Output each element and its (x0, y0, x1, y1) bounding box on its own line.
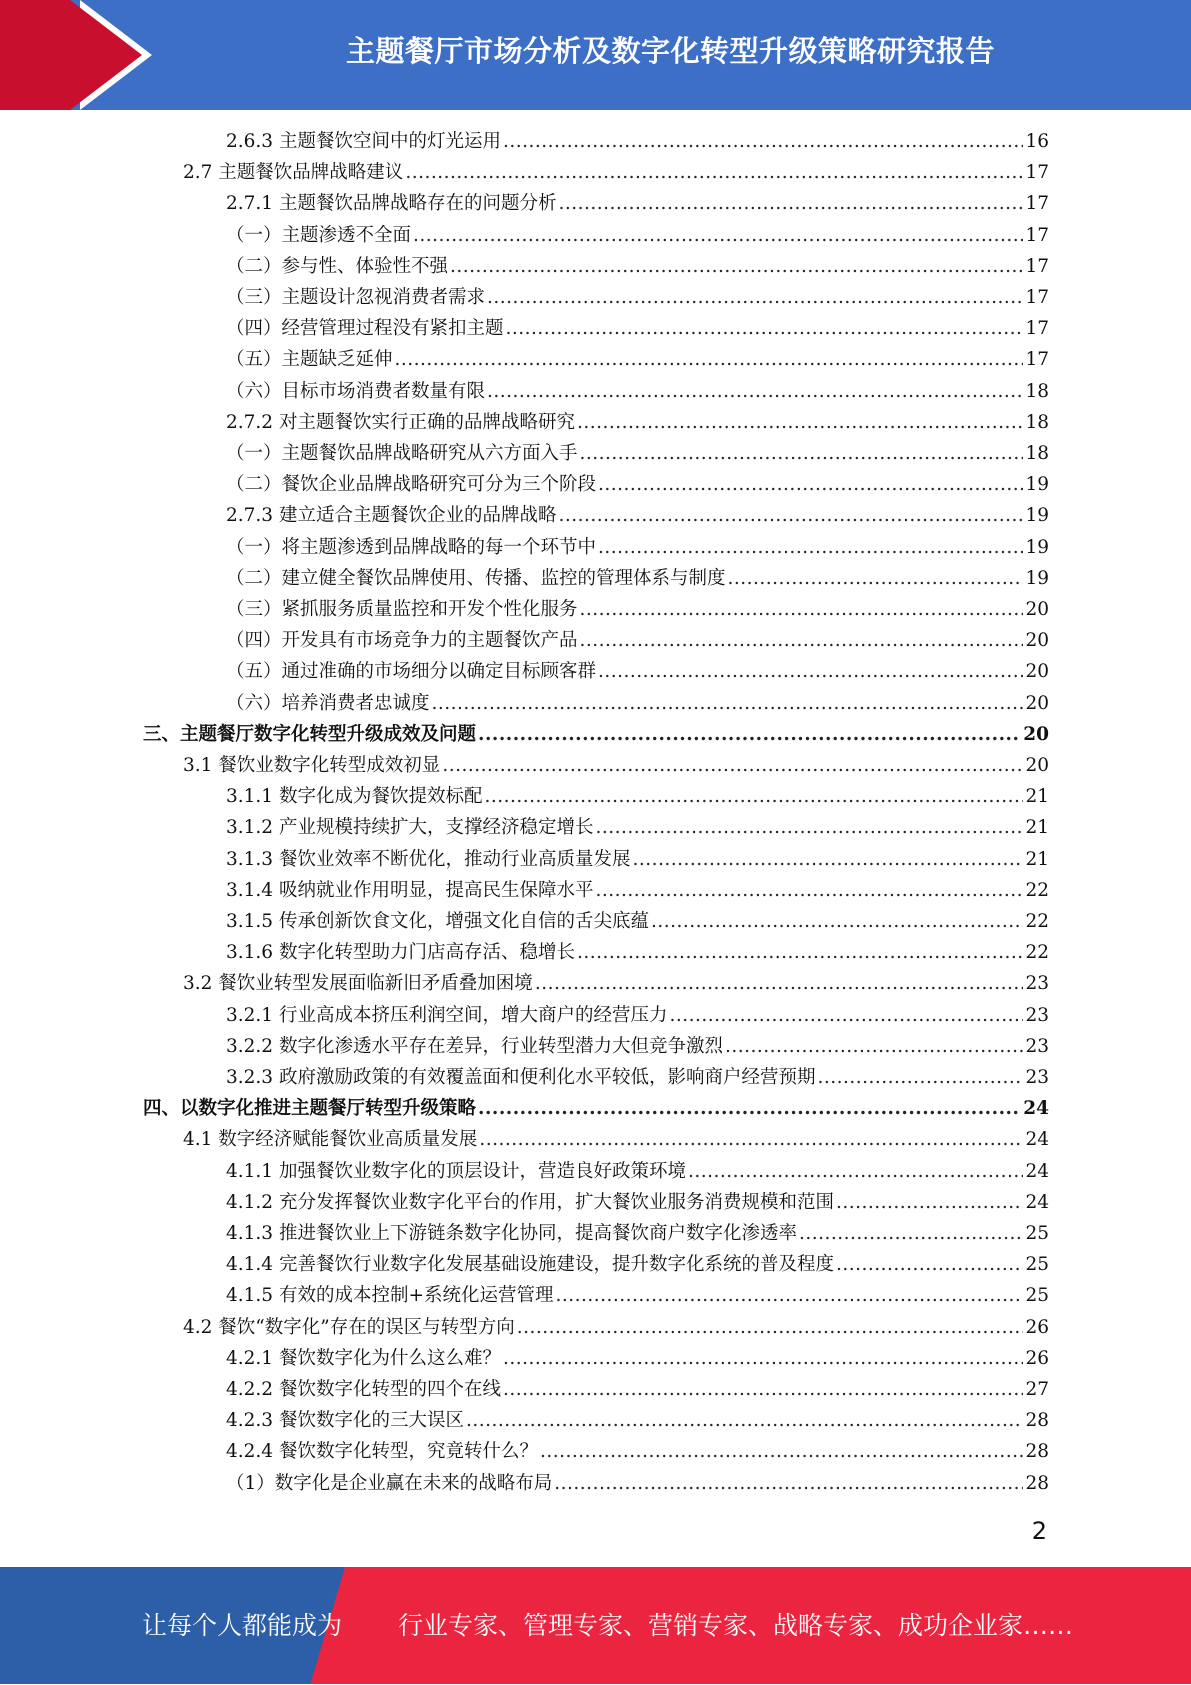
toc-leader-dots (506, 314, 1024, 344)
toc-entry[interactable] (226, 876, 1049, 906)
toc-entry-page: 16 (1025, 131, 1049, 152)
toc-entry-label: （四）经营管理过程没有紧扣主题 (226, 318, 504, 340)
toc-entry-page: 25 (1025, 1223, 1049, 1244)
toc-entry-label: 4.1.4 完善餐饮行业数字化发展基础设施建设，提升数字化系统的普及程度 (226, 1254, 834, 1276)
toc-entry[interactable] (226, 689, 1049, 719)
toc-entry-page: 17 (1025, 255, 1049, 277)
toc-entry[interactable] (226, 907, 1049, 937)
header-red-arrow (70, 0, 142, 110)
toc-leader-dots (413, 221, 1023, 251)
toc-entry-label: 3.1.2 产业规模持续扩大，支撑经济稳定增长 (226, 817, 594, 839)
toc-leader-dots (632, 845, 1023, 875)
toc-entry[interactable] (226, 252, 1049, 282)
toc-leader-dots (836, 1188, 1023, 1218)
toc-entry-label: 3.2.3 政府激励政策的有效覆盖面和便利化水平较低，影响商户经营预期 (226, 1067, 816, 1088)
toc-entry-label: 4.2.2 餐饮数字化转型的四个在线 (226, 1379, 501, 1400)
toc-leader-dots (487, 377, 1023, 407)
toc-entry[interactable] (226, 345, 1049, 375)
toc-leader-dots (598, 533, 1023, 563)
toc-leader-dots (558, 189, 1023, 219)
toc-leader-dots (580, 626, 1024, 656)
toc-leader-dots (395, 345, 1024, 375)
toc-leader-dots (503, 1375, 1023, 1405)
toc-entry-label: 4.1.1 加强餐饮业数字化的顶层设计，营造良好政策环境 (226, 1160, 686, 1182)
toc-entry-label: 4.1.2 充分发挥餐饮业数字化平台的作用，扩大餐饮业服务消费规模和范围 (226, 1191, 834, 1213)
toc-entry[interactable] (226, 470, 1049, 500)
footer-slogan-right: 行业专家、管理专家、营销专家、战略专家、成功企业家…… (398, 1611, 1074, 1640)
toc-entry-label: 4.1.3 推进餐饮业上下游链条数字化协同，提高餐饮商户数字化渗透率 (226, 1223, 797, 1244)
toc-entry[interactable] (226, 1219, 1049, 1249)
toc-leader-dots (466, 1406, 1023, 1436)
toc-entry-label: 4.2 餐饮“数字化”存在的误区与转型方向 (183, 1316, 515, 1338)
toc-entry-page: 22 (1025, 879, 1049, 901)
toc-entry-label: （一）主题餐饮品牌战略研究从六方面入手 (226, 443, 578, 464)
toc-entry-page: 19 (1025, 505, 1049, 527)
toc-entry-label: （三）紧抓服务质量监控和开发个性化服务 (226, 599, 578, 620)
toc-entry-label: 4.1 数字经济赋能餐饮业高质量发展 (183, 1129, 478, 1151)
toc-entry[interactable] (226, 377, 1049, 407)
toc-entry[interactable] (226, 1469, 1049, 1499)
toc-entry-page: 28 (1025, 1441, 1049, 1463)
toc-entry-label: 2.6.3 主题餐饮空间中的灯光运用 (226, 131, 501, 152)
toc-leader-dots (817, 1063, 1023, 1093)
toc-leader-dots (450, 252, 1023, 282)
toc-leader-dots (517, 1313, 1024, 1343)
toc-entry-page: 20 (1025, 661, 1049, 683)
toc-entry[interactable] (183, 1125, 1049, 1155)
toc-entry-label: （六）目标市场消费者数量有限 (226, 380, 486, 402)
toc-entry[interactable] (226, 1250, 1049, 1280)
toc-leader-dots (580, 595, 1024, 625)
toc-entry-page: 23 (1025, 1067, 1049, 1088)
toc-leader-dots (595, 876, 1023, 906)
toc-entry[interactable] (226, 1375, 1049, 1405)
toc-entry-label: 四、以数字化推进主题餐厅转型升级策略 (143, 1098, 477, 1120)
toc-entry-page: 21 (1025, 786, 1049, 808)
page-footer (0, 1567, 1191, 1684)
toc-entry-label: 2.7 主题餐饮品牌战略建议 (183, 162, 404, 184)
toc-entry-page: 17 (1025, 318, 1049, 340)
toc-leader-dots (651, 907, 1023, 937)
toc-entry-label: （六）培养消费者忠诚度 (226, 692, 430, 714)
toc-entry[interactable] (226, 1188, 1049, 1218)
toc-entry[interactable] (226, 1063, 1049, 1093)
toc-leader-dots (487, 283, 1023, 313)
toc-entry[interactable] (183, 751, 1049, 781)
toc-leader-dots (836, 1250, 1023, 1280)
toc-leader-dots (577, 408, 1023, 438)
toc-entry[interactable] (226, 439, 1049, 469)
toc-entry-page: 17 (1025, 349, 1049, 371)
toc-entry-label: 4.2.1 餐饮数字化为什么这么难？ (226, 1347, 501, 1369)
toc-entry-page: 25 (1025, 1285, 1049, 1307)
toc-entry-page: 20 (1023, 723, 1049, 745)
toc-entry-page: 17 (1025, 193, 1049, 215)
toc-entry-page: 23 (1025, 973, 1049, 995)
toc-entry-page: 19 (1025, 474, 1049, 496)
toc-entry-label: 3.1.1 数字化成为餐饮提效标配 (226, 786, 483, 808)
toc-entry[interactable] (226, 1281, 1049, 1311)
toc-entry-page: 18 (1025, 411, 1049, 433)
toc-leader-dots (442, 751, 1023, 781)
toc-entry[interactable] (226, 1344, 1049, 1374)
toc-entry-page: 24 (1025, 1129, 1049, 1151)
toc-entry-label: 3.2.2 数字化渗透水平存在差异，行业转型潜力大但竞争激烈 (226, 1035, 723, 1057)
toc-leader-dots (598, 657, 1023, 687)
toc-entry-page: 26 (1025, 1316, 1049, 1338)
toc-entry-label: （二）参与性、体验性不强 (226, 255, 449, 277)
toc-entry-page: 20 (1025, 630, 1049, 652)
toc-entry-label: 3.2 餐饮业转型发展面临新旧矛盾叠加困境 (183, 973, 533, 995)
toc-entry-page: 20 (1025, 755, 1049, 776)
toc-leader-dots (503, 127, 1023, 157)
toc-entry[interactable] (226, 845, 1049, 875)
toc-entry[interactable] (183, 1313, 1049, 1343)
toc-leader-dots (484, 782, 1023, 812)
toc-entry[interactable] (143, 720, 1049, 750)
toc-entry-page: 28 (1025, 1410, 1049, 1432)
report-title: 主题餐厅市场分析及数字化转型升级策略研究报告 (345, 34, 995, 68)
toc-leader-dots (432, 689, 1024, 719)
toc-entry[interactable] (226, 501, 1049, 531)
toc-leader-dots (540, 1437, 1023, 1467)
toc-entry[interactable] (226, 1437, 1049, 1467)
toc-leader-dots (598, 470, 1023, 500)
toc-entry[interactable] (226, 564, 1049, 594)
toc-entry-page: 23 (1025, 1035, 1049, 1057)
toc-entry[interactable] (226, 1001, 1049, 1031)
toc-leader-dots (558, 501, 1023, 531)
toc-entry-page: 24 (1025, 1191, 1049, 1213)
toc-leader-dots (478, 1094, 1021, 1124)
toc-entry-label: 2.7.2 对主题餐饮实行正确的品牌战略研究 (226, 411, 575, 433)
toc-leader-dots (688, 1157, 1023, 1187)
toc-entry[interactable] (226, 1032, 1049, 1062)
header-red-block (0, 0, 70, 110)
toc-entry[interactable] (226, 813, 1049, 843)
toc-entry-label: （1）数字化是企业赢在未来的战略布局 (226, 1472, 553, 1494)
toc-entry[interactable] (143, 1094, 1049, 1124)
toc-entry-page: 17 (1025, 287, 1049, 308)
toc-entry-page: 19 (1025, 567, 1049, 589)
toc-entry-label: （二）餐饮企业品牌战略研究可分为三个阶段 (226, 474, 597, 496)
toc-entry-label: （四）开发具有市场竞争力的主题餐饮产品 (226, 630, 578, 652)
toc-entry[interactable] (226, 1406, 1049, 1436)
toc-entry[interactable] (226, 782, 1049, 812)
toc-entry-label: 3.1 餐饮业数字化转型成效初显 (183, 755, 441, 776)
toc-entry[interactable] (226, 314, 1049, 344)
toc-entry-page: 17 (1025, 162, 1049, 184)
toc-entry-page: 21 (1025, 848, 1049, 870)
toc-entry-page: 24 (1025, 1160, 1049, 1182)
toc-entry[interactable] (226, 595, 1049, 625)
toc-entry-label: （二）建立健全餐饮品牌使用、传播、监控的管理体系与制度 (226, 567, 726, 589)
toc-leader-dots (405, 158, 1023, 188)
toc-entry-page: 28 (1025, 1472, 1049, 1494)
toc-entry-page: 20 (1025, 599, 1049, 620)
toc-leader-dots (479, 1125, 1023, 1155)
toc-entry-page: 24 (1023, 1098, 1049, 1120)
toc-entry-label: 3.1.3 餐饮业效率不断优化，推动行业高质量发展 (226, 848, 631, 870)
toc-entry-label: （五）通过准确的市场细分以确定目标顾客群 (226, 661, 597, 683)
toc-entry-page: 25 (1025, 1254, 1049, 1276)
toc-leader-dots (577, 938, 1023, 968)
toc-entry-page: 23 (1025, 1004, 1049, 1026)
toc-entry[interactable] (226, 938, 1049, 968)
toc-entry-label: 4.2.3 餐饮数字化的三大误区 (226, 1410, 464, 1432)
toc-entry[interactable] (226, 127, 1049, 157)
toc-leader-dots (535, 969, 1024, 999)
toc-entry-label: 4.2.4 餐饮数字化转型，究竟转什么？ (226, 1441, 538, 1463)
toc-entry-page: 19 (1025, 536, 1049, 558)
toc-entry-page: 26 (1025, 1347, 1049, 1369)
toc-leader-dots (669, 1001, 1023, 1031)
toc-entry[interactable] (226, 221, 1049, 251)
toc-entry[interactable] (226, 657, 1049, 687)
toc-entry[interactable] (226, 283, 1049, 313)
toc-entry-page: 21 (1025, 817, 1049, 839)
toc-entry-label: 3.1.6 数字化转型助力门店高存活、稳增长 (226, 942, 575, 964)
toc-leader-dots (580, 439, 1024, 469)
toc-entry-page: 27 (1025, 1379, 1049, 1400)
toc-entry[interactable] (226, 626, 1049, 656)
toc-entry-page: 17 (1025, 224, 1049, 246)
toc-leader-dots (555, 1281, 1023, 1311)
toc-leader-dots (595, 813, 1023, 843)
toc-leader-dots (503, 1344, 1023, 1374)
toc-entry-page: 22 (1025, 911, 1049, 932)
page-number: 2 (1031, 1517, 1047, 1545)
toc-entry-label: （三）主题设计忽视消费者需求 (226, 287, 486, 308)
footer-slogan-left: 让每个人都能成为 (142, 1611, 343, 1640)
toc-entry-page: 22 (1025, 942, 1049, 964)
toc-entry[interactable] (226, 533, 1049, 563)
toc-entry-label: （五）主题缺乏延伸 (226, 349, 393, 371)
toc-entry-page: 20 (1025, 692, 1049, 714)
toc-entry[interactable] (226, 408, 1049, 438)
toc-entry[interactable] (226, 189, 1049, 219)
toc-entry-label: 3.1.5 传承创新饮食文化，增强文化自信的舌尖底蕴 (226, 911, 649, 932)
toc-leader-dots (725, 1032, 1023, 1062)
toc-leader-dots (728, 564, 1024, 594)
toc-entry[interactable] (183, 969, 1049, 999)
toc-entry[interactable] (226, 1157, 1049, 1187)
toc-entry-label: （一）主题渗透不全面 (226, 224, 412, 246)
toc-entry-page: 18 (1025, 443, 1049, 464)
toc-entry-label: 4.1.5 有效的成本控制+系统化运营管理 (226, 1285, 554, 1307)
toc-entry-label: 2.7.1 主题餐饮品牌战略存在的问题分析 (226, 193, 557, 215)
toc-entry[interactable] (183, 158, 1049, 188)
toc-leader-dots (799, 1219, 1023, 1249)
toc-entry-label: 三、主题餐厅数字化转型升级成效及问题 (143, 723, 477, 745)
toc-entry-page: 18 (1025, 380, 1049, 402)
page-header (0, 0, 1191, 110)
toc-entry-label: 3.2.1 行业高成本挤压利润空间，增大商户的经营压力 (226, 1004, 668, 1026)
toc-leader-dots (554, 1469, 1023, 1499)
toc-leader-dots (478, 720, 1021, 750)
toc-entry-label: 3.1.4 吸纳就业作用明显，提高民生保障水平 (226, 879, 594, 901)
toc-entry-label: 2.7.3 建立适合主题餐饮企业的品牌战略 (226, 505, 557, 527)
toc-entry-label: （一）将主题渗透到品牌战略的每一个环节中 (226, 536, 597, 558)
